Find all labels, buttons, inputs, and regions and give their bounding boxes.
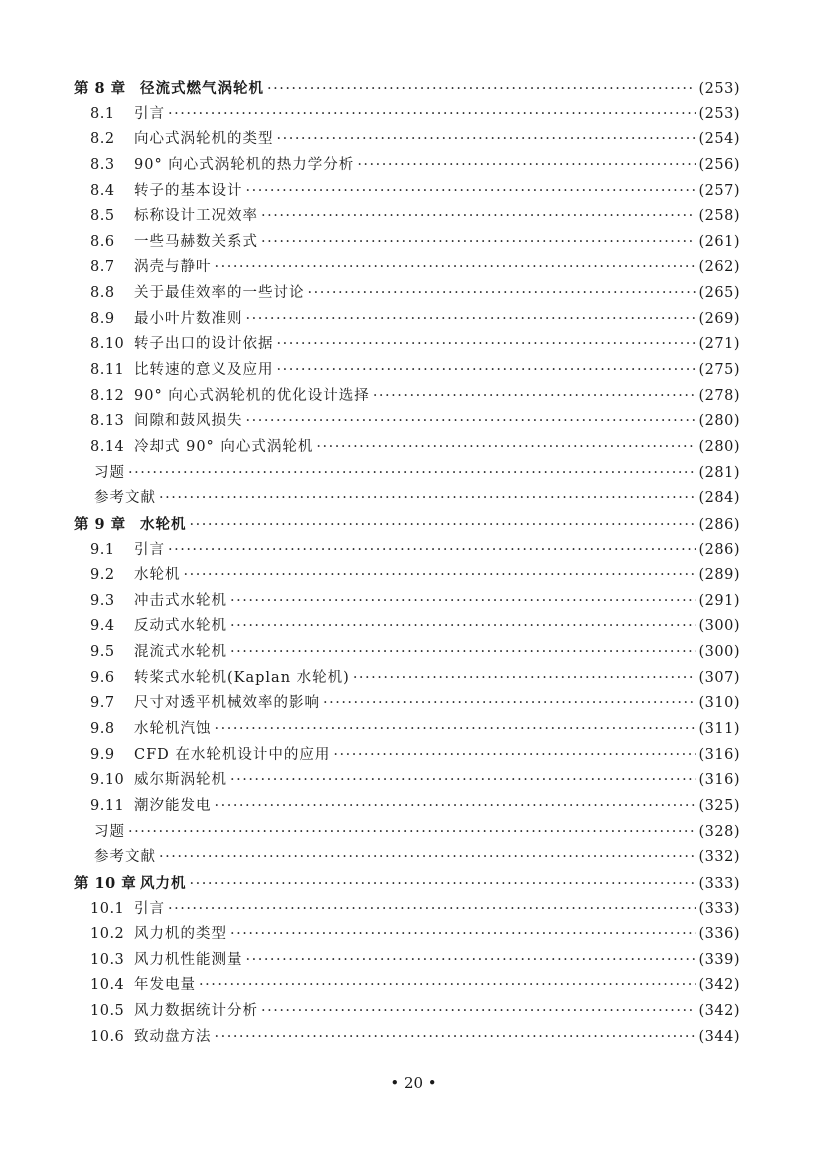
toc-entry-title: 向心式涡轮机的类型 [134, 131, 274, 148]
toc-entry-title: 参考文献 [94, 490, 156, 507]
toc-section-entry [74, 768, 740, 794]
toc-entry-number: 8.9 [90, 310, 115, 327]
toc-entry-page: (256) [698, 156, 740, 173]
toc-entry-title: 涡壳与静叶 [134, 259, 212, 276]
toc-entry-title: 径流式燃气涡轮机 [140, 80, 264, 97]
toc-extra-entry [74, 820, 740, 846]
toc-entry-page: (271) [698, 336, 740, 353]
toc-entry-title: 引言 [134, 900, 165, 917]
toc-section-entry [74, 999, 740, 1025]
toc-entry-title: 习题 [94, 823, 125, 840]
toc-section-entry [74, 384, 740, 410]
toc-chapter-entry [74, 871, 740, 897]
toc-entry-number: 8.8 [90, 285, 115, 302]
toc-entry-page: (307) [698, 669, 740, 686]
toc-dot-leader [230, 922, 696, 948]
toc-entry-number: 10.2 [90, 926, 125, 943]
toc-entry-title: 致动盘方法 [134, 1028, 212, 1045]
toc-entry-number: 9.6 [90, 669, 115, 686]
toc-entry-title: 间隙和鼓风损失 [134, 413, 243, 430]
toc-entry-page: (284) [698, 490, 740, 507]
toc-entry-page: (300) [698, 644, 740, 661]
toc-section-entry [74, 307, 740, 333]
toc-entry-title: 最小叶片数准则 [134, 310, 243, 327]
toc-section-entry [74, 230, 740, 256]
toc-section-entry [74, 563, 740, 589]
toc-entry-title: 风力数据统计分析 [134, 1003, 258, 1020]
toc-entry-page: (344) [698, 1028, 740, 1045]
toc-section-entry [74, 435, 740, 461]
toc-entry-title: 风力机的类型 [134, 926, 227, 943]
toc-entry-page: (336) [698, 926, 740, 943]
toc-dot-leader [357, 153, 695, 179]
toc-extra-entry [74, 461, 740, 487]
toc-entry-number: 9.5 [90, 644, 115, 661]
toc-entry-title: 水轮机 [134, 567, 181, 584]
toc-entry-number: 8.13 [90, 413, 125, 430]
toc-entry-title: 转桨式水轮机(Kaplan 水轮机) [134, 669, 350, 686]
toc-extra-entry [74, 486, 740, 512]
toc-entry-page: (291) [698, 592, 740, 609]
toc-entry-number: 9.2 [90, 567, 115, 584]
toc-entry-title: 尺寸对透平机械效率的影响 [134, 695, 320, 712]
toc-dot-leader [190, 872, 696, 898]
toc-extra-entry [74, 845, 740, 871]
toc-dot-leader [316, 435, 695, 461]
toc-entry-title: 风力机性能测量 [134, 951, 243, 968]
toc-section-entry [74, 204, 740, 230]
toc-entry-page: (280) [698, 413, 740, 430]
toc-entry-number: 9.1 [90, 541, 115, 558]
toc-section-entry [74, 922, 740, 948]
toc-entry-title: 参考文献 [94, 849, 156, 866]
toc-entry-page: (316) [698, 746, 740, 763]
toc-entry-page: (333) [698, 900, 740, 917]
toc-entry-title: 习题 [94, 464, 125, 481]
toc-section-entry [74, 794, 740, 820]
toc-dot-leader [215, 1025, 696, 1051]
toc-entry-title: 90° 向心式涡轮机的热力学分析 [134, 156, 355, 173]
toc-chapter-entry [74, 76, 740, 102]
toc-dot-leader [277, 332, 696, 358]
toc-entry-page: (261) [698, 233, 740, 250]
toc-dot-leader [246, 409, 696, 435]
toc-entry-page: (262) [698, 259, 740, 276]
toc-entry-number: 8.7 [90, 259, 115, 276]
toc-entry-title: 引言 [134, 541, 165, 558]
toc-entry-number: 8.4 [90, 182, 115, 199]
toc-dot-leader [215, 255, 696, 281]
toc-entry-title: 水轮机汽蚀 [134, 721, 212, 738]
toc-dot-leader [277, 127, 696, 153]
page-number: • 20 • [390, 1074, 437, 1092]
toc-dot-leader [128, 461, 696, 487]
toc-entry-page: (280) [698, 438, 740, 455]
toc-entry-title: 水轮机 [140, 515, 187, 533]
toc-dot-leader [199, 973, 696, 999]
toc-section-entry [74, 589, 740, 615]
toc-entry-title: 转子的基本设计 [134, 182, 243, 199]
toc-section-entry [74, 255, 740, 281]
toc-entry-title: 混流式水轮机 [134, 644, 227, 661]
toc-entry-number: 10.1 [90, 900, 125, 917]
toc-entry-title: 威尔斯涡轮机 [134, 772, 227, 789]
toc-section-entry [74, 743, 740, 769]
toc-section-entry [74, 640, 740, 666]
toc-section-entry [74, 614, 740, 640]
toc-section-entry [74, 332, 740, 358]
toc-dot-leader [159, 486, 696, 512]
toc-entry-number: 9.8 [90, 721, 115, 738]
toc-entry-page: (289) [698, 567, 740, 584]
toc-entry-number: 8.10 [90, 336, 125, 353]
toc-entry-title: 冷却式 90° 向心式涡轮机 [134, 438, 314, 455]
toc-section-entry [74, 691, 740, 717]
toc-dot-leader [190, 513, 696, 539]
toc-entry-page: (311) [698, 721, 740, 738]
toc-dot-leader [230, 640, 696, 666]
toc-entry-page: (253) [698, 81, 740, 97]
toc-dot-leader [246, 179, 696, 205]
toc-entry-page: (275) [698, 362, 740, 379]
table-of-contents [74, 76, 740, 1050]
toc-entry-number: 8.5 [90, 208, 115, 225]
toc-entry-page: (257) [698, 182, 740, 199]
toc-entry-number: 10.4 [90, 977, 125, 994]
toc-entry-number: 8.2 [90, 131, 115, 148]
toc-section-entry [74, 897, 740, 923]
toc-dot-leader [261, 204, 696, 230]
toc-entry-title: 转子出口的设计依据 [134, 336, 274, 353]
toc-entry-title: 风力机 [140, 874, 187, 892]
toc-dot-leader [184, 563, 696, 589]
toc-entry-page: (328) [698, 823, 740, 840]
toc-entry-number: 9.9 [90, 746, 115, 763]
toc-entry-number: 9.7 [90, 695, 115, 712]
toc-entry-number: 10.5 [90, 1003, 125, 1020]
toc-dot-leader [215, 794, 696, 820]
toc-entry-page: (339) [698, 951, 740, 968]
toc-section-entry [74, 102, 740, 128]
toc-section-entry [74, 717, 740, 743]
toc-section-entry [74, 948, 740, 974]
toc-entry-title: 关于最佳效率的一些讨论 [134, 285, 305, 302]
toc-entry-title: 冲击式水轮机 [134, 592, 227, 609]
toc-dot-leader [277, 358, 696, 384]
toc-dot-leader [323, 691, 696, 717]
toc-entry-page: (286) [698, 516, 740, 533]
toc-entry-page: (342) [698, 1003, 740, 1020]
toc-entry-page: (325) [698, 797, 740, 814]
toc-entry-page: (253) [698, 105, 740, 122]
toc-dot-leader [168, 538, 696, 564]
toc-entry-page: (269) [698, 310, 740, 327]
toc-section-entry [74, 409, 740, 435]
toc-dot-leader [353, 666, 696, 692]
toc-dot-leader [261, 230, 696, 256]
toc-entry-title: 年发电量 [134, 977, 196, 994]
toc-entry-number: 10.3 [90, 951, 125, 968]
toc-entry-title: 90° 向心式涡轮机的优化设计选择 [134, 387, 370, 404]
toc-entry-title: 一些马赫数关系式 [134, 233, 258, 250]
toc-entry-page: (278) [698, 387, 740, 404]
toc-entry-number: 8.1 [90, 105, 115, 122]
toc-entry-page: (310) [698, 695, 740, 712]
toc-entry-page: (300) [698, 618, 740, 635]
toc-dot-leader [333, 743, 695, 769]
toc-section-entry [74, 281, 740, 307]
toc-entry-page: (265) [698, 285, 740, 302]
toc-entry-number: 8.14 [90, 438, 125, 455]
toc-section-entry [74, 666, 740, 692]
toc-entry-number: 8.3 [90, 156, 115, 173]
toc-entry-number: 10.6 [90, 1028, 125, 1045]
toc-dot-leader [159, 845, 696, 871]
toc-entry-number: 第 8 章 [74, 80, 126, 97]
toc-dot-leader [168, 102, 696, 128]
toc-dot-leader [128, 820, 696, 846]
toc-entry-page: (254) [698, 131, 740, 148]
toc-section-entry [74, 358, 740, 384]
toc-dot-leader [230, 768, 696, 794]
toc-section-entry [74, 179, 740, 205]
toc-entry-number: 第 10 章 [74, 874, 137, 892]
toc-entry-title: 反动式水轮机 [134, 618, 227, 635]
toc-section-entry [74, 973, 740, 999]
toc-dot-leader [230, 614, 696, 640]
toc-section-entry [74, 1025, 740, 1051]
toc-section-entry [74, 538, 740, 564]
toc-entry-title: 比转速的意义及应用 [134, 362, 274, 379]
toc-dot-leader [261, 999, 696, 1025]
toc-section-entry [74, 127, 740, 153]
toc-entry-number: 9.11 [90, 797, 125, 814]
toc-entry-title: 标称设计工况效率 [134, 208, 258, 225]
toc-entry-number: 9.4 [90, 618, 115, 635]
toc-entry-title: 引言 [134, 105, 165, 122]
toc-entry-page: (258) [698, 208, 740, 225]
toc-section-entry [74, 153, 740, 179]
toc-dot-leader [215, 717, 696, 743]
toc-dot-leader [168, 897, 696, 923]
toc-entry-number: 9.10 [90, 772, 125, 789]
toc-entry-page: (281) [698, 464, 740, 481]
toc-entry-page: (286) [698, 541, 740, 558]
toc-chapter-entry [74, 512, 740, 538]
toc-dot-leader [308, 281, 696, 307]
toc-entry-number: 8.6 [90, 233, 115, 250]
toc-entry-title: CFD 在水轮机设计中的应用 [134, 746, 331, 763]
toc-entry-number: 8.12 [90, 387, 125, 404]
toc-entry-page: (332) [698, 849, 740, 866]
toc-dot-leader [373, 384, 696, 410]
toc-entry-page: (342) [698, 977, 740, 994]
toc-dot-leader [246, 948, 696, 974]
toc-entry-number: 9.3 [90, 592, 115, 609]
toc-dot-leader [267, 77, 696, 103]
toc-dot-leader [246, 307, 696, 333]
toc-dot-leader [230, 589, 696, 615]
toc-entry-number: 第 9 章 [74, 515, 126, 533]
toc-entry-page: (316) [698, 772, 740, 789]
toc-entry-title: 潮汐能发电 [134, 797, 212, 814]
toc-entry-page: (333) [698, 875, 740, 892]
toc-entry-number: 8.11 [90, 362, 125, 379]
